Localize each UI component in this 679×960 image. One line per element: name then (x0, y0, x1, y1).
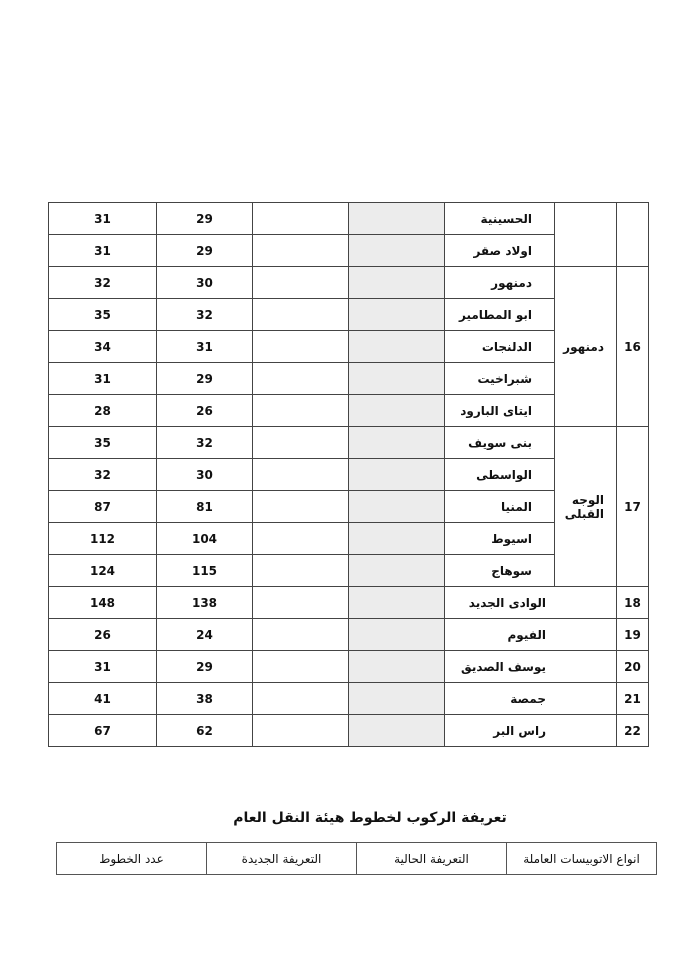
current-fare-cell: 29 (157, 235, 253, 267)
place-cell: الحسينية (445, 203, 555, 235)
fare-table (48, 202, 649, 747)
current-fare-cell: 30 (157, 267, 253, 299)
empty-cell (253, 299, 349, 331)
place-cell: سوهاج (445, 555, 555, 587)
region-cell: دمنهور (555, 267, 617, 427)
new-fare-cell: 87 (49, 491, 157, 523)
new-fare-cell: 31 (49, 363, 157, 395)
row-number-cell (617, 203, 649, 267)
table-row (57, 843, 657, 875)
empty-cell (253, 203, 349, 235)
empty-cell (253, 651, 349, 683)
new-fare-cell: 41 (49, 683, 157, 715)
empty-cell (253, 267, 349, 299)
place-cell: الدلنجات (445, 331, 555, 363)
new-fare-cell: 148 (49, 587, 157, 619)
table-row (49, 715, 649, 747)
empty-cell (253, 427, 349, 459)
empty-cell (349, 459, 445, 491)
region-cell (555, 203, 617, 267)
empty-cell (349, 395, 445, 427)
empty-cell (253, 523, 349, 555)
place-cell: بنى سويف (445, 427, 555, 459)
place-cell: شبراخيت (445, 363, 555, 395)
new-fare-cell: 34 (49, 331, 157, 363)
empty-cell (349, 523, 445, 555)
new-fare-cell: 31 (49, 203, 157, 235)
current-fare-cell: 115 (157, 555, 253, 587)
row-number-cell: 19 (617, 619, 649, 651)
current-fare-cell: 29 (157, 651, 253, 683)
header-new-fare: التعريفة الجديدة (207, 843, 357, 875)
place-cell: يوسف الصديق (445, 651, 617, 683)
empty-cell (349, 267, 445, 299)
empty-cell (349, 683, 445, 715)
row-number-cell: 20 (617, 651, 649, 683)
new-fare-cell: 32 (49, 267, 157, 299)
empty-cell (253, 555, 349, 587)
current-fare-cell: 81 (157, 491, 253, 523)
place-cell: اولاد صقر (445, 235, 555, 267)
row-number-cell: 22 (617, 715, 649, 747)
place-cell: اسيوط (445, 523, 555, 555)
empty-cell (253, 619, 349, 651)
place-cell: الوادى الجديد (445, 587, 617, 619)
table-row (49, 651, 649, 683)
empty-cell (253, 683, 349, 715)
row-number-cell: 16 (617, 267, 649, 427)
table-row (49, 587, 649, 619)
new-fare-cell: 31 (49, 235, 157, 267)
current-fare-cell: 138 (157, 587, 253, 619)
empty-cell (349, 363, 445, 395)
section-title: تعريفة الركوب لخطوط هيئة النقل العام (233, 810, 507, 826)
table-row (49, 267, 649, 299)
new-fare-cell: 28 (49, 395, 157, 427)
current-fare-cell: 29 (157, 363, 253, 395)
place-cell: الواسطى (445, 459, 555, 491)
current-fare-cell: 24 (157, 619, 253, 651)
new-fare-cell: 26 (49, 619, 157, 651)
current-fare-cell: 26 (157, 395, 253, 427)
empty-cell (253, 459, 349, 491)
current-fare-cell: 31 (157, 331, 253, 363)
header-table (56, 842, 657, 875)
empty-cell (349, 555, 445, 587)
new-fare-cell: 112 (49, 523, 157, 555)
place-cell: راس البر (445, 715, 617, 747)
table-row (49, 427, 649, 459)
empty-cell (253, 331, 349, 363)
empty-cell (349, 587, 445, 619)
place-cell: ابو المطامير (445, 299, 555, 331)
place-cell: ايتاى البارود (445, 395, 555, 427)
current-fare-cell: 29 (157, 203, 253, 235)
place-cell: جمصة (445, 683, 617, 715)
row-number-cell: 21 (617, 683, 649, 715)
row-number-cell: 18 (617, 587, 649, 619)
table-row (49, 619, 649, 651)
table-row (49, 683, 649, 715)
empty-cell (349, 235, 445, 267)
empty-cell (349, 427, 445, 459)
place-cell: المنيا (445, 491, 555, 523)
empty-cell (253, 587, 349, 619)
header-current-fare: التعريفة الحالية (357, 843, 507, 875)
new-fare-cell: 35 (49, 427, 157, 459)
new-fare-cell: 67 (49, 715, 157, 747)
empty-cell (349, 715, 445, 747)
new-fare-cell: 124 (49, 555, 157, 587)
region-cell: الوجه القبلى (555, 427, 617, 587)
empty-cell (349, 203, 445, 235)
current-fare-cell: 38 (157, 683, 253, 715)
current-fare-cell: 104 (157, 523, 253, 555)
table-row (49, 203, 649, 235)
current-fare-cell: 30 (157, 459, 253, 491)
empty-cell (349, 651, 445, 683)
new-fare-cell: 35 (49, 299, 157, 331)
empty-cell (253, 715, 349, 747)
empty-cell (349, 299, 445, 331)
row-number-cell: 17 (617, 427, 649, 587)
header-bus-types: انواع الاتوبيسات العاملة (507, 843, 657, 875)
header-lines-count: عدد الخطوط (57, 843, 207, 875)
empty-cell (253, 395, 349, 427)
current-fare-cell: 32 (157, 299, 253, 331)
place-cell: دمنهور (445, 267, 555, 299)
empty-cell (349, 619, 445, 651)
empty-cell (253, 235, 349, 267)
new-fare-cell: 32 (49, 459, 157, 491)
current-fare-cell: 62 (157, 715, 253, 747)
empty-cell (253, 491, 349, 523)
new-fare-cell: 31 (49, 651, 157, 683)
empty-cell (349, 331, 445, 363)
empty-cell (349, 491, 445, 523)
empty-cell (253, 363, 349, 395)
current-fare-cell: 32 (157, 427, 253, 459)
place-cell: الفيوم (445, 619, 617, 651)
